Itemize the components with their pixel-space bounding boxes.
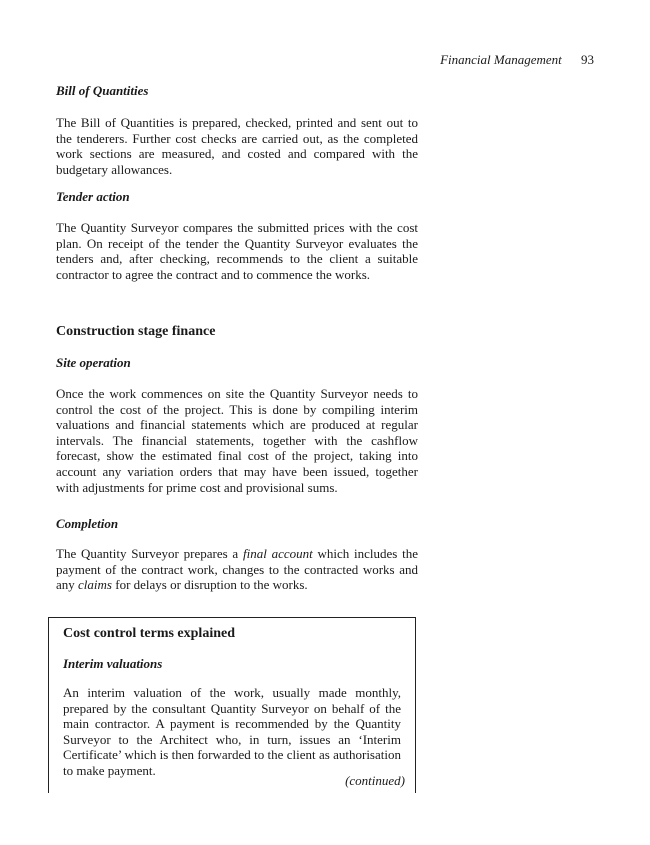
bill-heading: Bill of Quantities	[56, 83, 149, 98]
page-number: 93	[581, 52, 594, 67]
completion-text-b: which includes the payment of the contract work, changes to the contracted works and any	[56, 546, 418, 593]
completion-em-final-account: final account	[242, 546, 313, 561]
bill-paragraph: The Bill of Quantities is prepared, checked, printed and sent out to the tenderers. Further cost checks are carried out, as the completed work sections are measured, and costed and compared with the budgetary allowances.	[56, 115, 418, 177]
completion-em-claims: claims	[78, 577, 112, 593]
completion-text-a: The Quantity Surveyor prepares a	[56, 546, 243, 561]
site-paragraph: Once the work commences on site the Quantity Surveyor needs to control the cost of the project. This is done by compiling interim valuations and financial statements which are produced at regular intervals. The financial statements, together with the cashflow forecast, show the estimated final cost of the project, taking into account any variation orders that may have been issued, together with adjustments for prime cost and provisional sums.	[56, 386, 418, 495]
completion-heading: Completion	[56, 516, 119, 531]
cost-control-box	[48, 617, 416, 793]
box-subheading: Interim valuations	[63, 656, 163, 671]
completion-text-c: for delays or disruption to the works.	[111, 577, 308, 593]
continued-label: (continued)	[345, 773, 405, 788]
box-paragraph: An interim valuation of the work, usually made monthly, prepared by the consultant Quantity Surveyor on behalf of the main contractor. A payment is recommended by the Quantity Surveyor to the Architect who, in turn, issues an ‘Interim Certificate’ which is then forwarded to the client as authorisation to make payment.	[63, 685, 401, 778]
completion-paragraph	[56, 546, 418, 593]
construction-heading: Construction stage finance	[56, 324, 216, 339]
site-heading: Site operation	[56, 355, 131, 370]
box-title: Cost control terms explained	[63, 626, 235, 641]
running-head	[440, 52, 594, 68]
tender-paragraph: The Quantity Surveyor compares the submitted prices with the cost plan. On receipt of the tender the Quantity Surveyor evaluates the tenders and, after checking, recommends to the client a suitable contractor to agree the contract and to commence the works.	[56, 220, 418, 282]
tender-heading: Tender action	[56, 189, 130, 204]
running-head-title: Financial Management	[440, 52, 562, 67]
